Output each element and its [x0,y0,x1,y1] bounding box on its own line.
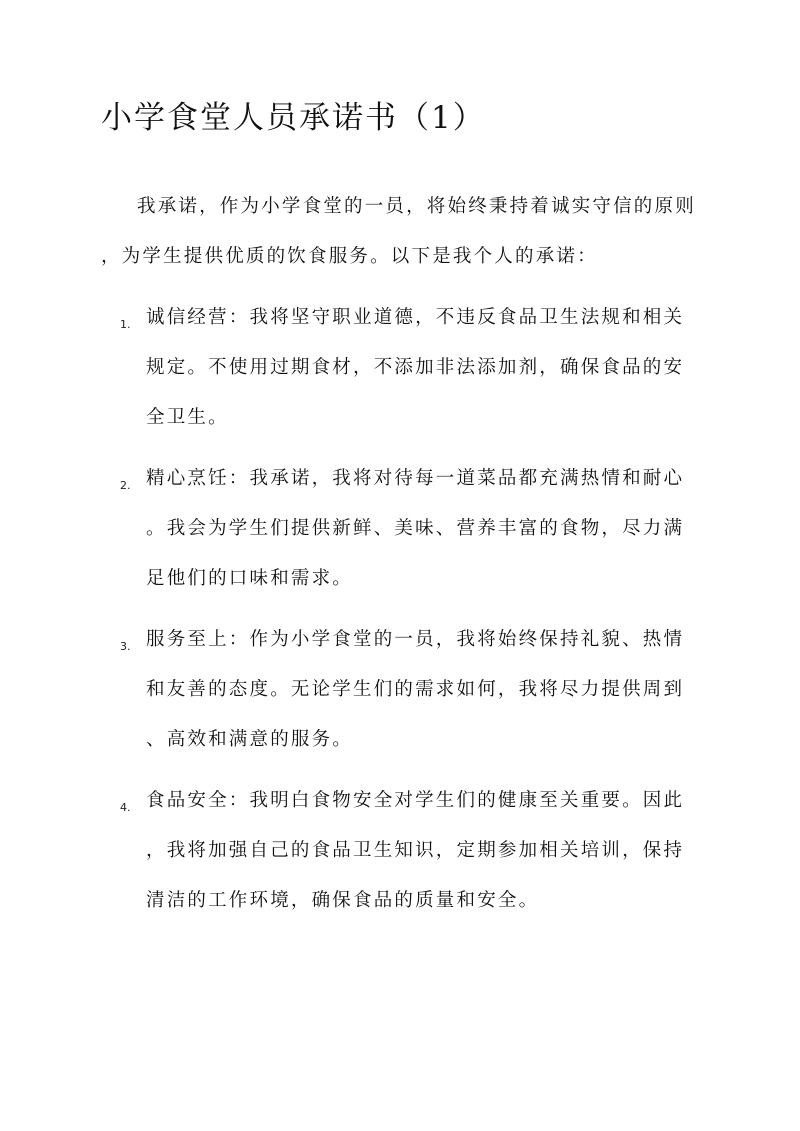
item-1-number: 1. [120,318,131,331]
item-2-number: 2. [120,479,131,492]
item-2-line-2: 。我会为学生们提供新鲜、美味、营养丰富的食物，尽力满 [146,518,685,539]
item-3-line-2: 和友善的态度。无论学生们的需求如何，我将尽力提供周到 [146,679,685,700]
item-4-line-2: ，我将加强自己的食品卫生知识，定期参加相关培训，保持 [146,840,685,861]
intro-line-1: 我承诺，作为小学食堂的一员，将始终秉持着诚实守信的原则 [137,196,696,217]
item-3-number: 3. [120,640,131,653]
item-4-line-1: 食品安全：我明白食物安全对学生们的健康至关重要。因此 [146,790,685,811]
item-2-line-3: 足他们的口味和需求。 [146,568,354,589]
item-3-line-3: 、高效和满意的服务。 [146,729,354,750]
item-4-line-3: 清洁的工作环境，确保食品的质量和安全。 [146,890,540,911]
item-1-line-2: 规定。不使用过期食材，不添加非法添加剂，确保食品的安 [146,357,685,378]
item-3-line-1: 服务至上：作为小学食堂的一员，我将始终保持礼貌、热情 [146,629,685,650]
item-1-line-3: 全卫生。 [146,407,229,428]
item-2-line-1: 精心烹饪：我承诺，我将对待每一道菜品都充满热情和耐心 [146,468,685,489]
item-1-line-1: 诚信经营：我将坚守职业道德，不违反食品卫生法规和相关 [146,307,685,328]
document-title: 小学食堂人员承诺书（1） [101,100,486,136]
item-4-number: 4. [120,801,131,814]
intro-line-2: ，为学生提供优质的饮食服务。以下是我个人的承诺： [101,246,598,267]
